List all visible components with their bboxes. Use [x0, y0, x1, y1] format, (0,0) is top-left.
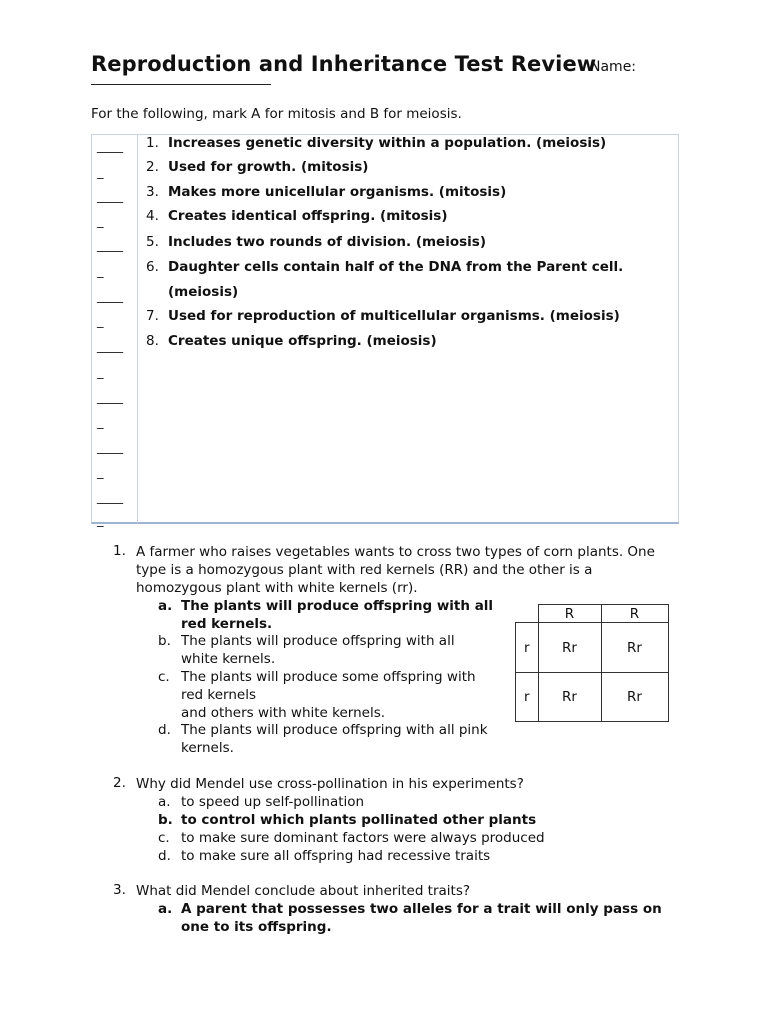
answer-blank[interactable]: _	[97, 365, 104, 380]
matching-item: 4. Creates identical offspring. (mitosis)	[146, 208, 448, 224]
matching-item-continued: (meiosis)	[168, 284, 239, 300]
answer-blank[interactable]: _	[97, 513, 104, 528]
answer-blank[interactable]: _	[97, 415, 104, 430]
answer-blank[interactable]: ____	[97, 390, 123, 405]
matching-table-divider	[137, 135, 138, 523]
matching-item: 5. Includes two rounds of division. (meiosis)	[146, 234, 486, 250]
question-number: 1.	[113, 543, 126, 559]
punnett-cell: Rr	[601, 673, 668, 722]
answer-blank[interactable]: ____	[97, 238, 123, 253]
question-text: A farmer who raises vegetables wants to cross two types of corn plants. One type is a homozygous plant with red kernels (RR) and the other is a homozygous plant with white kernels (rr).	[136, 544, 655, 596]
question-number: 3.	[113, 882, 126, 898]
name-blank-line[interactable]	[91, 84, 271, 85]
punnett-row-label: r	[516, 673, 539, 722]
answer-blank[interactable]: ____	[97, 189, 123, 204]
matching-item: 6. Daughter cells contain half of the DNA from the Parent cell.	[146, 259, 624, 275]
question-text: Why did Mendel use cross-pollination in his experiments?	[136, 776, 524, 792]
punnett-corner	[516, 605, 539, 623]
matching-item: 7. Used for reproduction of multicellular organisms. (meiosis)	[146, 308, 620, 324]
question-number: 2.	[113, 775, 126, 791]
punnett-row-label: r	[516, 623, 539, 673]
page-title: Reproduction and Inheritance Test Review	[91, 52, 597, 76]
answer-blank[interactable]: ____	[97, 289, 123, 304]
matching-item: 2. Used for growth. (mitosis)	[146, 159, 369, 175]
punnett-square	[515, 604, 669, 722]
punnett-cell: Rr	[538, 673, 601, 722]
matching-item: 1. Increases genetic diversity within a population. (meiosis)	[146, 135, 607, 151]
matching-item: 8. Creates unique offspring. (meiosis)	[146, 333, 437, 349]
punnett-cell: Rr	[601, 623, 668, 673]
matching-item: 3. Makes more unicellular organisms. (mitosis)	[146, 184, 507, 200]
question-text: What did Mendel conclude about inherited traits?	[136, 883, 471, 899]
name-label: Name:	[590, 59, 637, 75]
answer-blank[interactable]: ____	[97, 490, 123, 505]
answer-blank[interactable]: ____	[97, 139, 123, 154]
answer-blank[interactable]: ____	[97, 339, 123, 354]
answer-blank[interactable]: _	[97, 165, 104, 180]
answer-blank[interactable]: _	[97, 465, 104, 480]
answer-blank[interactable]: _	[97, 264, 104, 279]
punnett-header: R	[601, 605, 668, 623]
answer-blank[interactable]: _	[97, 314, 104, 329]
answer-blank[interactable]: ____	[97, 440, 123, 455]
punnett-cell: Rr	[538, 623, 601, 673]
answer-blank[interactable]: _	[97, 214, 104, 229]
punnett-header: R	[538, 605, 601, 623]
instructions: For the following, mark A for mitosis and B for meiosis.	[91, 106, 462, 122]
